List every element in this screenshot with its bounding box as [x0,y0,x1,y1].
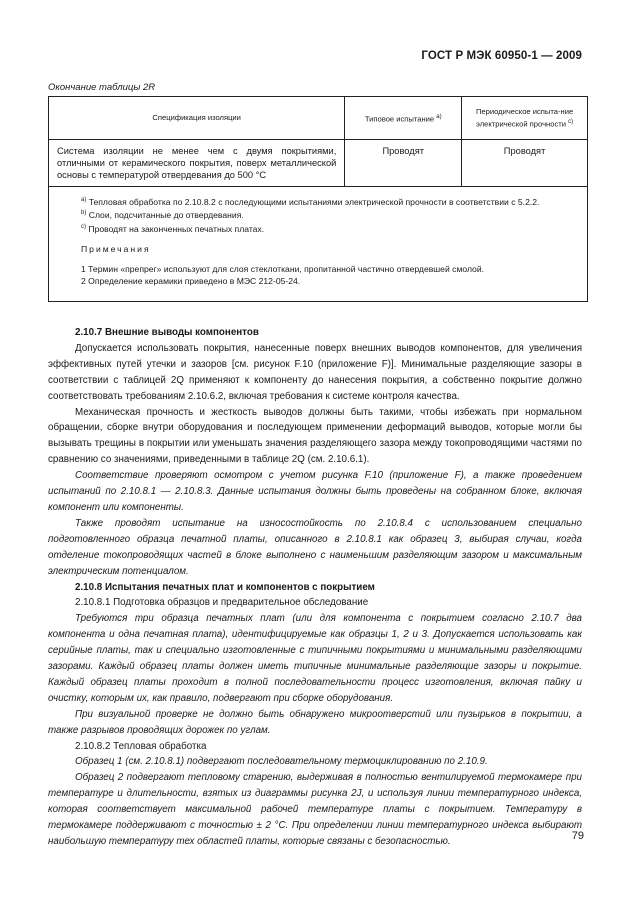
subsection-heading: 2.10.8.1 Подготовка образцов и предварительное обследование [75,597,369,609]
note-item: 1 Термин «препрег» используют для слоя стеклоткани, пропитанной частично отвердевшей смолой. [81,264,485,275]
paragraph: Механическая прочность и жесткость выводов должны быть такими, чтобы избежать при нормальном обращении, сборке внутри оборудования и последующем применении деформаций выводов, которые могли бы вызывать трещины в покрытии или уменьшать значения разделяющего зазора между токопроводящими частями по сравнению со значениями, приведенными в таблице 2Q (см. 2.10.6.1). [48,406,582,466]
footnote: $^{b)}$ Слои, подсчитанные до отвердевания. [81,210,244,221]
paragraph: Требуются три образца печатных плат (или для компонента с покрытием согласно 2.10.7 два компонента и одна печатная плата), идентифицируемые как образцы 1, 2 и 3. Допускается использовать как серийные платы, так и специально изготовленные с типичными покрытиями и минимальными разделяющими зазорами. Каждый образец платы должен иметь типичные минимальные разделяющие зазоры и покрытие. Каждый образец платы проходит в полной последовательности процесс изготовления, включая пайку и очистку, которым их, как правило, подвергают при сборке оборудования. [48,613,582,704]
header-periodic-test: Периодическое испыта-ние электрической прочности $^{c)}$ [462,97,588,140]
cell-spec: Система изоляции не менее чем с двумя покрытиями, отличными от керамического покрытия, поверх металлической основы с температурой отвердевания до 500 °С [49,140,345,187]
section-heading: 2.10.8 Испытания печатных плат и компонентов с покрытием [75,581,375,593]
header-spec: Спецификация изоляции [49,97,345,140]
paragraph: Образец 1 (см. 2.10.8.1) подвергают последовательному термоциклированию по 2.10.9. [75,756,488,768]
subsection-heading: 2.10.8.2 Тепловая обработка [75,740,207,752]
footnote: $^{c)}$ Проводят на законченных печатных платах. [81,223,265,234]
page-number: 79 [571,830,584,842]
notes-title: Примечания [81,244,151,255]
document-header: ГОСТ Р МЭК 60950-1 — 2009 [421,50,582,62]
paragraph: Соответствие проверяют осмотром с учетом рисунка F.10 (приложение F), а также проведением испытаний по 2.10.8.1 — 2.10.8.3. Данные испытания должны быть проведены на собранном блоке, включая компонент или компоненты. [48,470,582,513]
table-caption: Окончание таблицы 2R [48,82,156,93]
body-text [48,325,582,850]
table-row [49,140,588,187]
paragraph: Допускается использовать покрытия, нанесенные поверх внешних выводов компонентов, для увеличения эффективных путей утечки и зазоров [см. рисунок F.10 (приложение F)]. Минимальные разделяющие зазоры в соответствии с таблицей 2Q применяют к компоненту до нанесения покрытия, а собственно покрытие должно соответствовать требованиям 2.10.6.2, включая требования к системе контроля качества. [48,342,582,402]
paragraph: При визуальной проверке не должно быть обнаружено микроотверстий или пузырьков в покрытии, а также разрывов проводящих дорожек по углам. [48,708,582,736]
header-type-test: Типовое испытание $^{a)}$ [345,97,462,140]
table-header-row [49,97,588,140]
paragraph: Также проводят испытание на износостойкость по 2.10.8.4 с использованием специально подготовленного образца печатной платы, описанного в 2.10.8.1 как образец 3, выбирая случаи, когда отделение токопроводящих частей в блоке выполнено с наименьшим разделяющим зазором и максимальным электрическим потенциалом. [48,517,582,577]
cell-periodic-test: Проводят [462,140,588,187]
paragraph: Образец 2 подвергают тепловому старению, выдерживая в полностью вентилируемой термокамере при температуре и длительности, взятых из диаграммы рисунка 2J, и используя линии температурного индекса, которая соответствует максимальной рабочей температуре платы с покрытием. Температуру в термокамере поддерживают с точностью ± 2 °С. При определении линии температурного индекса выбирают наибольшую температуру тех областей платы, которые связаны с безопасностью. [48,772,582,847]
table-notes-row [49,187,588,302]
section-heading: 2.10.7 Внешние выводы компонентов [75,327,259,338]
note-item: 2 Определение керамики приведено в МЭС 212-05-24. [81,275,301,286]
table-notes-cell [49,187,588,302]
cell-type-test: Проводят [345,140,462,187]
insulation-table [48,96,588,302]
footnote: $^{a)}$ Тепловая обработка по 2.10.8.2 с последующими испытаниями электрической прочности в соответствии с 5.2.2. [81,196,540,207]
